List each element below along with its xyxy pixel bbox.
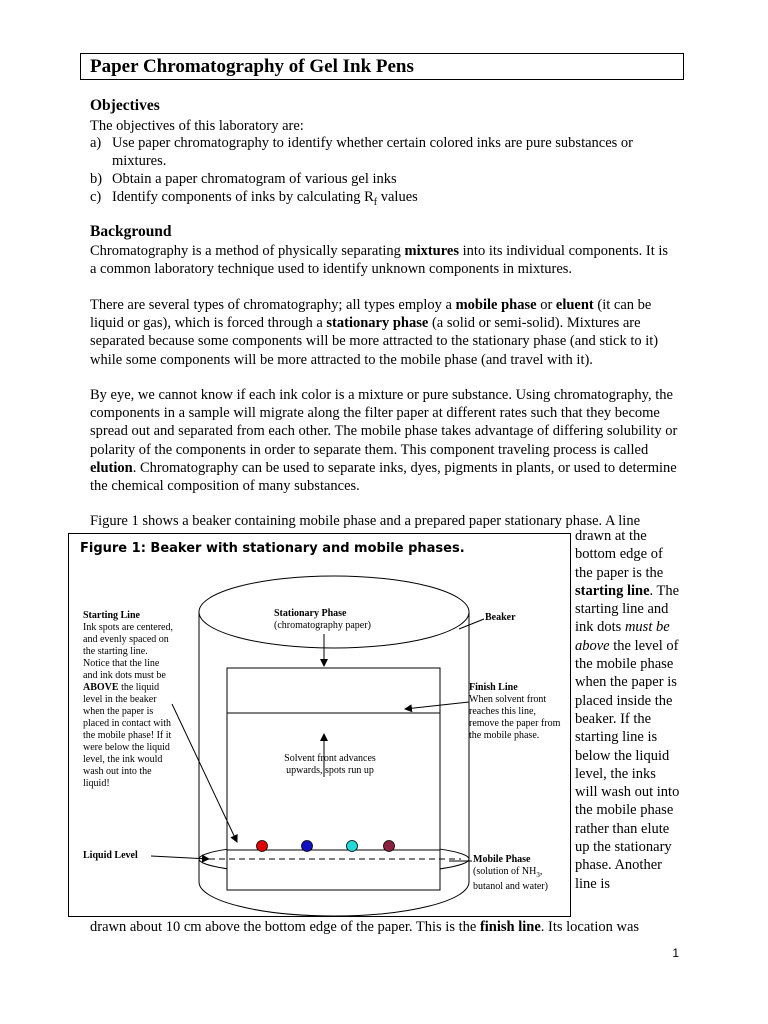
beaker-arrow (459, 619, 484, 629)
beaker-label: Beaker (485, 612, 516, 623)
background-paragraph-4: Figure 1 shows a beaker containing mobile phase and a prepared paper stationary phase. A line (90, 513, 641, 529)
objectives-intro: The objectives of this laboratory are: (90, 118, 304, 134)
background-paragraph-3: By eye, we cannot know if each ink color is a mixture or pure substance. Using chromatography, the components in a sample will migrate along the filter paper at different rates such that they become spread out and separated from each other. The mobile phase takes advantage of differing solubility or polarity of the components in order to separate them. This component traveling process is called elution. Chromatography can be used to separate inks, dyes, pigments in plants, or used to determine the chemical composition of many substances. (90, 387, 678, 495)
background-heading: Background (90, 223, 172, 240)
background-paragraph-2: There are several types of chromatography; all types employ a mobile phase or eluent (it can be liquid or gas), which is forced through a stationary phase (a solid or semi-solid). Mixtures are separated because some components will be more attracted to the stationary phase (and stick to it) while some components will be more attracted to the mobile phase (and travel with it). (90, 297, 659, 368)
stationary-phase-label: Stationary Phase (chromatography paper) (274, 608, 371, 631)
liquid-level-label: Liquid Level (83, 850, 138, 861)
chromatography-paper (227, 668, 440, 890)
ink-dot-cyan (347, 841, 358, 852)
list-item: c) Identify components of inks by calculating $R_f$ values (90, 189, 418, 208)
background-paragraph-1: Chromatography is a method of physically separating mixtures into its individual components. It is a common laboratory technique used to identify unknown components in mixtures. (90, 243, 669, 278)
objectives-heading: Objectives (90, 97, 160, 114)
figure-1 (68, 533, 571, 917)
list-item: b) Obtain a paper chromatogram of various gel inks (90, 171, 397, 187)
finish-line-label: Finish Line When solvent front reaches this line, remove the paper from the mobile phase. (469, 682, 561, 741)
figure-title: Figure 1: Beaker with stationary and mobile phases. (80, 541, 465, 556)
ink-dot-red (257, 841, 268, 852)
solvent-front-label: Solvent front advances upwards, spots run up (284, 753, 376, 776)
page-number: 1 (672, 946, 679, 960)
mobile-phase-label: Mobile Phase (solution of $NH_3$, butanol and water) (473, 854, 548, 892)
list-item: a) Use paper chromatography to identify whether certain colored inks are pure substances or mixtures. (90, 135, 634, 169)
background-paragraph-5: drawn about 10 cm above the bottom edge of the paper. This is the finish line. Its location was (90, 919, 640, 935)
ink-dot-maroon (384, 841, 395, 852)
figure-side-text: drawn at the bottom edge of the paper is the starting line. The starting line and ink dots must be above the level of the mobile phase when the paper is placed inside the beaker. If the starting line is below the liquid level, the inks will wash out into the mobile phase rather than elute up the stationary phase. Another line is (575, 528, 680, 892)
page-title: Paper Chromatography of Gel Ink Pens (80, 53, 684, 80)
ink-dot-blue (302, 841, 313, 852)
starting-line-label: Starting Line Ink spots are centered, and evenly spaced on the starting line. Notice that the line and ink dots must be ABOVE the liquid level in the beaker when the paper is placed in contact with the mobile phase! If it were below the liquid level, the ink would wash out into the liquid! (83, 610, 173, 789)
objectives-list (90, 134, 690, 212)
